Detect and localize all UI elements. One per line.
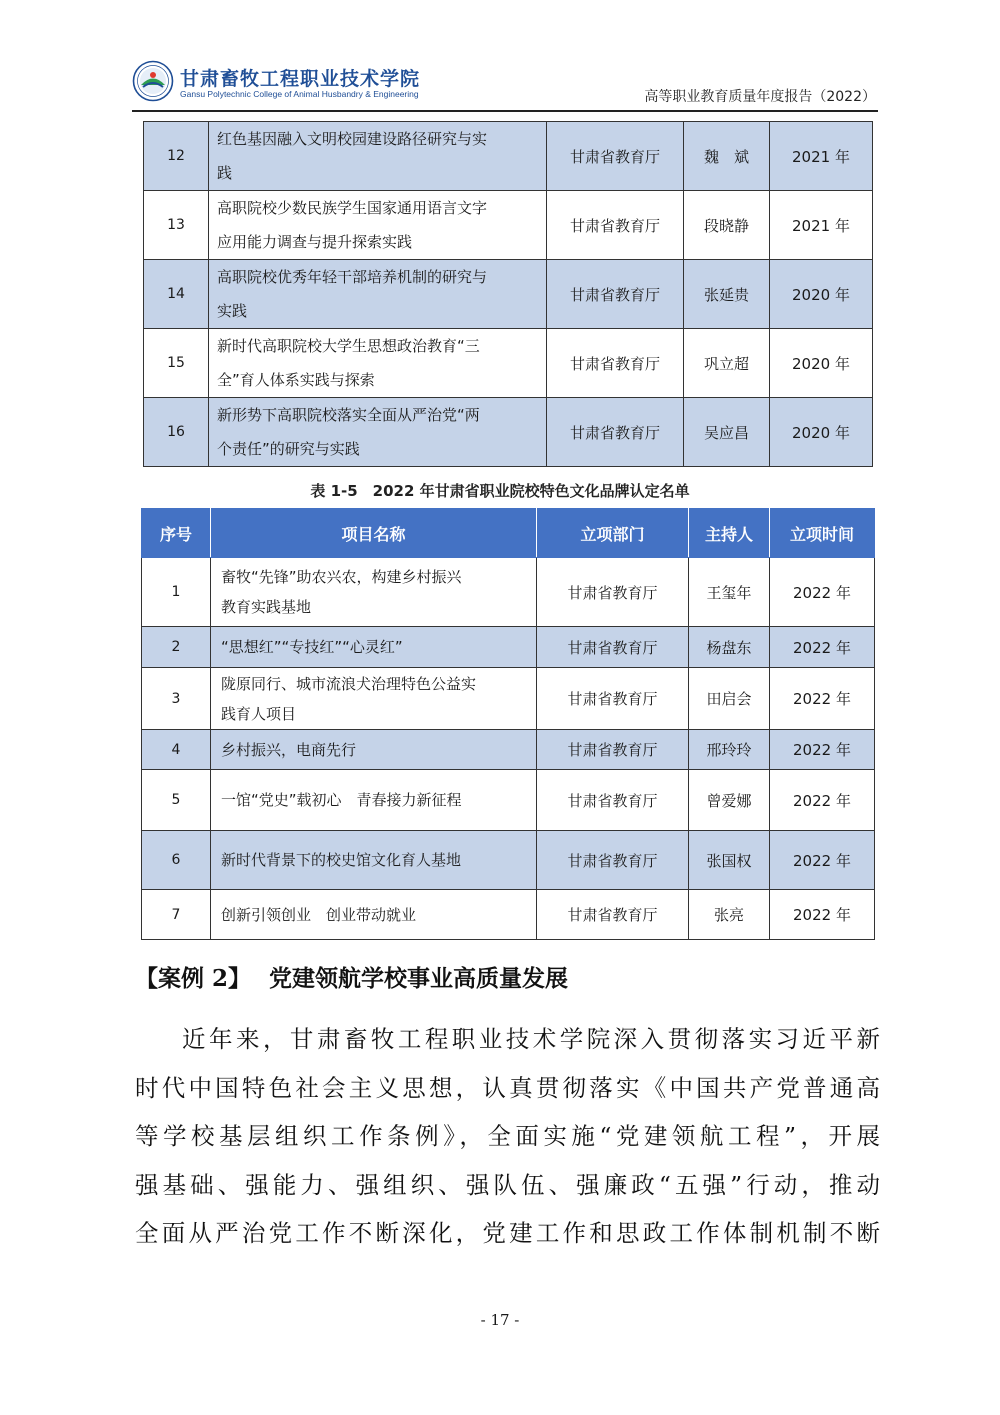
year: 2022 年 — [770, 558, 875, 627]
research-projects-table — [143, 121, 873, 467]
project-name: 一馆“党史”载初心 青春接力新征程 — [211, 770, 537, 831]
paragraph-line: 等学校基层组织工作条例》，全面实施“党建领航工程”，开展 — [135, 1122, 880, 1150]
project-name: 陇原同行、城市流浪犬治理特色公益实 践育人项目 — [211, 668, 537, 730]
table-row — [144, 329, 873, 398]
table-row — [142, 831, 875, 890]
host: 曾爱娜 — [689, 770, 770, 831]
paragraph-line: 强基础、强能力、强组织、强队伍、强廉政“五强”行动，推动 — [135, 1170, 880, 1199]
department: 甘肃省教育厅 — [537, 831, 689, 890]
table-row — [142, 627, 875, 668]
table-row — [142, 558, 875, 627]
table-row — [142, 730, 875, 770]
department: 甘肃省教育厅 — [537, 668, 689, 730]
row-number: 7 — [142, 890, 211, 940]
department: 甘肃省教育厅 — [547, 122, 684, 191]
department: 甘肃省教育厅 — [537, 627, 689, 668]
row-number: 2 — [142, 627, 211, 668]
year: 2022 年 — [770, 668, 875, 730]
project-name: 高职院校优秀年轻干部培养机制的研究与 实践 — [209, 260, 547, 329]
project-name: 畜牧“先锋”助农兴农，构建乡村振兴 教育实践基地 — [211, 558, 537, 627]
project-name: 红色基因融入文明校园建设路径研究与实 践 — [209, 122, 547, 191]
project-name: 新时代背景下的校史馆文化育人基地 — [211, 831, 537, 890]
host: 吴应昌 — [684, 398, 770, 467]
table-row — [142, 890, 875, 940]
department: 甘肃省教育厅 — [537, 890, 689, 940]
project-name: 新时代高职院校大学生思想政治教育“三 全”育人体系实践与探索 — [209, 329, 547, 398]
year: 2022 年 — [770, 890, 875, 940]
host: 张国权 — [689, 831, 770, 890]
table-row — [144, 122, 873, 191]
header-dept: 立项部门 — [537, 509, 689, 558]
case-label: 【案例 2】 — [135, 965, 252, 992]
year: 2021 年 — [770, 191, 873, 260]
row-number: 16 — [144, 398, 209, 467]
department: 甘肃省教育厅 — [547, 398, 684, 467]
year: 2022 年 — [770, 730, 875, 770]
department: 甘肃省教育厅 — [537, 558, 689, 627]
host: 王玺年 — [689, 558, 770, 627]
header-host: 主持人 — [689, 509, 770, 558]
year: 2022 年 — [770, 627, 875, 668]
project-name: “思想红”“专技红”“心灵红” — [211, 627, 537, 668]
year: 2021 年 — [770, 122, 873, 191]
paragraph-line: 近年来，甘肃畜牧工程职业技术学院深入贯彻落实习近平新 — [182, 1025, 880, 1053]
case-paragraph — [135, 1015, 880, 1258]
row-number: 1 — [142, 558, 211, 627]
department: 甘肃省教育厅 — [547, 191, 684, 260]
school-logo-icon — [132, 60, 174, 102]
host: 段晓静 — [684, 191, 770, 260]
table-row — [142, 668, 875, 730]
department: 甘肃省教育厅 — [537, 770, 689, 831]
year: 2020 年 — [770, 260, 873, 329]
row-number: 15 — [144, 329, 209, 398]
row-number: 12 — [144, 122, 209, 191]
school-name: 甘肃畜牧工程职业技术学院 — [180, 68, 421, 90]
row-number: 3 — [142, 668, 211, 730]
host: 张延贵 — [684, 260, 770, 329]
case-title: 党建领航学校事业高质量发展 — [269, 965, 569, 992]
project-name: 新形势下高职院校落实全面从严治党“两 个责任”的研究与实践 — [209, 398, 547, 467]
host: 巩立超 — [684, 329, 770, 398]
header-no: 序号 — [142, 509, 211, 558]
year: 2020 年 — [770, 398, 873, 467]
department: 甘肃省教育厅 — [547, 329, 684, 398]
department: 甘肃省教育厅 — [537, 730, 689, 770]
project-name: 高职院校少数民族学生国家通用语言文字 应用能力调查与提升探索实践 — [209, 191, 547, 260]
table-row — [144, 191, 873, 260]
table-caption: 表 1-5 2022 年甘肃省职业院校特色文化品牌认定名单 — [310, 482, 690, 500]
row-number: 14 — [144, 260, 209, 329]
year: 2022 年 — [770, 770, 875, 831]
row-number: 6 — [142, 831, 211, 890]
host: 张亮 — [689, 890, 770, 940]
table-row — [142, 770, 875, 831]
host: 杨盘东 — [689, 627, 770, 668]
header-name: 项目名称 — [211, 509, 537, 558]
page-number: - 17 - — [480, 1311, 520, 1329]
table-header-row — [142, 509, 875, 558]
project-name: 创新引领创业 创业带动就业 — [211, 890, 537, 940]
row-number: 4 — [142, 730, 211, 770]
host: 邢玲玲 — [689, 730, 770, 770]
host: 田启会 — [689, 668, 770, 730]
case-heading — [135, 960, 568, 993]
header-year: 立项时间 — [770, 509, 875, 558]
table-row — [144, 260, 873, 329]
culture-brand-table — [141, 508, 875, 940]
department: 甘肃省教育厅 — [547, 260, 684, 329]
year: 2020 年 — [770, 329, 873, 398]
table-row — [144, 398, 873, 467]
school-name-english: Gansu Polytechnic College of Animal Husbandry & Engineering — [180, 89, 419, 99]
row-number: 5 — [142, 770, 211, 831]
row-number: 13 — [144, 191, 209, 260]
project-name: 乡村振兴，电商先行 — [211, 730, 537, 770]
page-header — [132, 58, 878, 110]
report-title: 高等职业教育质量年度报告（2022） — [644, 89, 876, 105]
paragraph-line: 全面从严治党工作不断深化，党建工作和思政工作体制机制不断 — [135, 1219, 880, 1247]
paragraph-line: 时代中国特色社会主义思想，认真贯彻落实《中国共产党普通高 — [135, 1073, 880, 1102]
host: 魏 斌 — [684, 122, 770, 191]
header-divider — [132, 110, 878, 112]
year: 2022 年 — [770, 831, 875, 890]
